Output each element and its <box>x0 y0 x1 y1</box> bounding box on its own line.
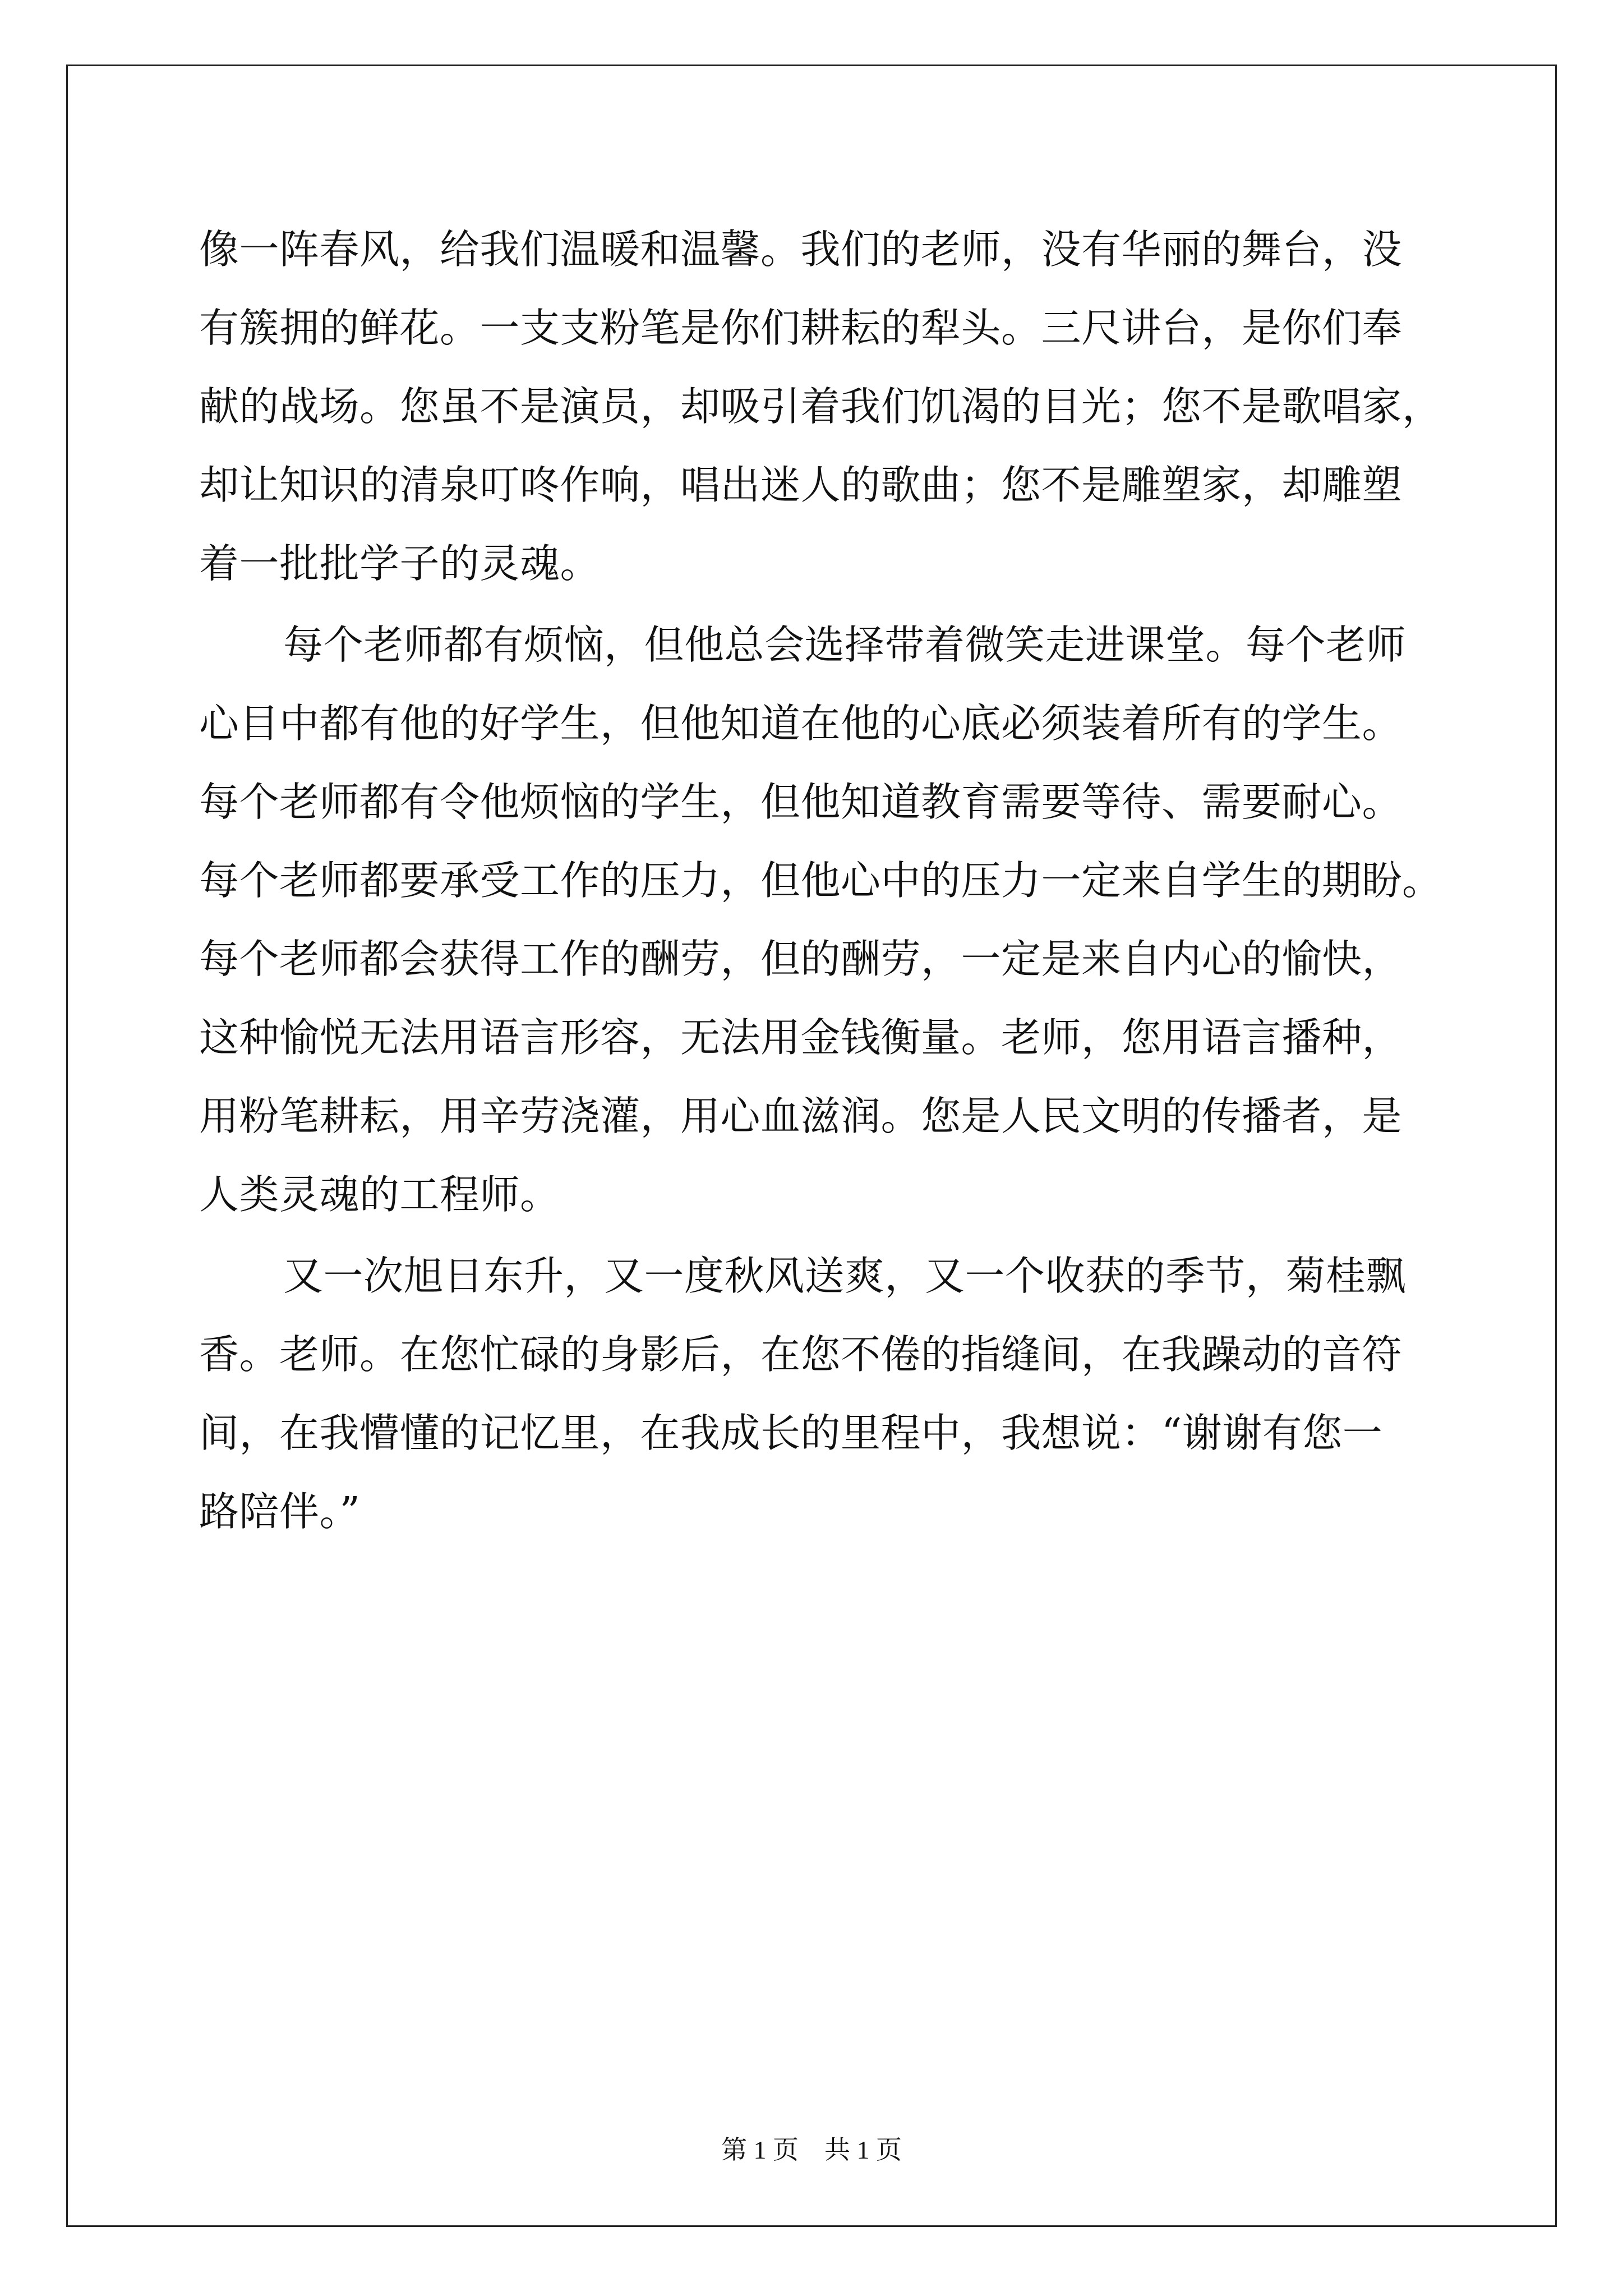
text-line: 有簇拥的鲜花。一支支粉笔是你们耕耘的犁头。三尺讲台，是你们奉 <box>199 305 1403 351</box>
text-line: 着一批批学子的灵魂。 <box>199 540 601 587</box>
text-line: 却让知识的清泉叮咚作响，唱出迷人的歌曲；您不是雕塑家，却雕塑 <box>199 462 1403 508</box>
page-number-footer: 第 1 页 共 1 页 <box>721 2136 902 2164</box>
text-line: 献的战场。您虽不是演员，却吸引着我们饥渴的目光；您不是歌唱家， <box>199 383 1442 430</box>
text-line: 香。老师。在您忙碌的身影后，在您不倦的指缝间，在我躁动的音符 <box>199 1331 1403 1378</box>
text-line: 每个老师都有令他烦恼的学生，但他知道教育需要等待、需要耐心。 <box>199 779 1403 825</box>
text-line: 人类灵魂的工程师。 <box>199 1171 560 1218</box>
text-line: 间，在我懵懂的记忆里，在我成长的里程中，我想说：“谢谢有您一 <box>199 1410 1383 1456</box>
paragraph-first-line: 每个老师都有烦恼，但他总会选择带着微笑走进课堂。每个老师 <box>283 622 1407 668</box>
text-line: 心目中都有他的好学生，但他知道在他的心底必须装着所有的学生。 <box>199 700 1403 747</box>
text-line: 路陪伴。” <box>199 1488 361 1535</box>
text-line: 这种愉悦无法用语言形容，无法用金钱衡量。老师，您用语言播种， <box>199 1014 1403 1061</box>
text-line: 每个老师都会获得工作的酬劳，但的酬劳，一定是来自内心的愉快， <box>199 936 1403 982</box>
text-line: 每个老师都要承受工作的压力，但他心中的压力一定来自学生的期盼。 <box>199 857 1442 904</box>
paragraph-first-line: 又一次旭日东升，又一度秋风送爽，又一个收获的季节，菊桂飘 <box>283 1253 1407 1299</box>
text-line: 用粉笔耕耘，用辛劳浇灌，用心血滋润。您是人民文明的传播者，是 <box>199 1093 1403 1139</box>
text-line: 像一阵春风，给我们温暖和温馨。我们的老师，没有华丽的舞台，没 <box>199 226 1403 273</box>
